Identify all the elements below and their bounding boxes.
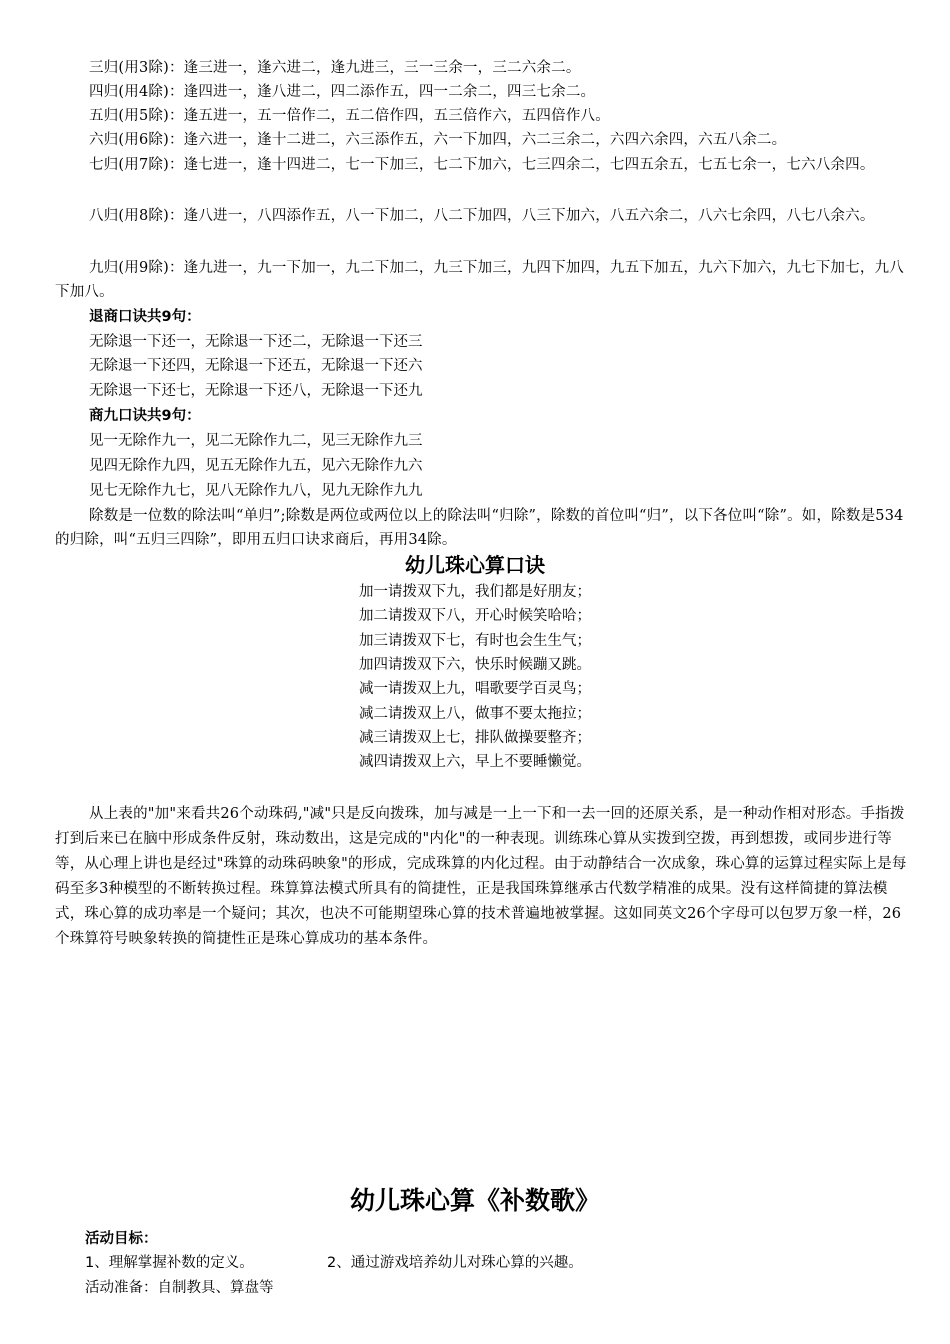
tuishang-heading: 退商口诀共9句： <box>89 309 201 325</box>
song-line-3: 加三请拨双下七，有时也会生生气； <box>359 633 591 649</box>
divisor-note: 除数是一位数的除法叫“单归”;除数是两位或两位以上的除法叫“归除”，除数的首位叫“归”，以下各位叫“除”。如，除数是534的归除，叫“五归三四除”，即用五归口诀求商后，再用34除。 <box>55 508 904 548</box>
tuishang-line-2: 无除退一下还四，无除退一下还五，无除退一下还六 <box>89 358 423 374</box>
rule-seven: 七归(用7除)：逢七进一，逢十四进二，七一下加三，七二下加六，七三四余二，七四五余五，七五七余一，七六八余四。 <box>89 157 875 173</box>
rule-five: 五归(用5除)：逢五进一，五一倍作二，五二倍作四，五三倍作六，五四倍作八。 <box>89 108 610 124</box>
rule-nine: 九归(用9除)：逢九进一，九一下加一，九二下加二，九三下加三，九四下加四，九五下加五，九六下加六，九七下加七，九八下加八。 <box>55 260 904 300</box>
rule-four: 四归(用4除)：逢四进一，逢八进二，四二添作五，四一二余二，四三七余二。 <box>89 84 596 100</box>
song-line-2: 加二请拨双下八，开心时候笑哈哈； <box>359 608 591 624</box>
goal-2: 2、通过游戏培养幼儿对珠心算的兴趣。 <box>327 1255 583 1271</box>
shangjiu-line-2: 见四无除作九四，见五无除作九五，见六无除作九六 <box>89 458 423 474</box>
lesson-title: 幼儿珠心算《补数歌》 <box>349 1186 600 1215</box>
shangjiu-heading: 商九口诀共9句： <box>89 408 201 424</box>
rule-three: 三归(用3除)：逢三进一，逢六进二，逢九进三，三一三余一，三二六余二。 <box>89 60 581 76</box>
goal-1: 1、理解掌握补数的定义。 <box>85 1255 254 1271</box>
song-line-8: 减四请拨双上六，早上不要睡懒觉。 <box>359 754 591 770</box>
goal-label: 活动目标： <box>85 1231 158 1247</box>
tuishang-line-1: 无除退一下还一，无除退一下还二，无除退一下还三 <box>89 334 423 350</box>
song-line-5: 减一请拨双上九，唱歌要学百灵鸟； <box>359 681 591 697</box>
song-line-7: 减三请拨双上七，排队做操要整齐； <box>359 730 591 746</box>
explanation-paragraph: 从上表的"加"来看共26个动珠码,"减"只是反向拨珠，加与减是一上一下和一去一回的还原关系，是一种动作相对形态。手指拨打到后来已在脑中形成条件反射，珠动数出，这是完成的"内化"的一种表现。训练珠心算从实拨到空拨，再到想拨，或同步进行等等，从心理上讲也是经过"珠算的动珠码映象"的形成，完成珠算的内化过程。由于动静结合一次成象，珠心算的运算过程实际上是每码至多3种模型的不断转换过程。珠算算法模式所具有的简捷性，正是我国珠算继承古代数学精准的成果。没有这样简捷的算法模式，珠心算的成功率是一个疑问；其次，也决不可能期望珠心算的技术普遍地被掌握。这如同英文26个字母可以包罗万象一样，26个珠算符号映象转换的简捷性正是珠心算成功的基本条件。 <box>55 806 907 947</box>
song-line-1: 加一请拨双下九，我们都是好朋友； <box>359 584 591 600</box>
song-line-4: 加四请拨双下六，快乐时候蹦又跳。 <box>359 657 591 673</box>
shangjiu-line-1: 见一无除作九一，见二无除作九二，见三无除作九三 <box>89 433 423 449</box>
activity-prep: 活动准备：自制教具、算盘等 <box>85 1280 274 1296</box>
song-line-6: 减二请拨双上八，做事不要太拖拉； <box>359 706 591 722</box>
rule-eight: 八归(用8除)：逢八进一，八四添作五，八一下加二，八二下加四，八三下加六，八五六余二，八六七余四，八七八余六。 <box>89 208 875 224</box>
tuishang-line-3: 无除退一下还七，无除退一下还八，无除退一下还九 <box>89 383 423 399</box>
song-title: 幼儿珠心算口诀 <box>405 553 545 577</box>
shangjiu-line-3: 见七无除作九七，见八无除作九八，见九无除作九九 <box>89 483 423 499</box>
rule-six: 六归(用6除)：逢六进一，逢十二进二，六三添作五，六一下加四，六二三余二，六四六余四，六五八余二。 <box>89 132 787 148</box>
